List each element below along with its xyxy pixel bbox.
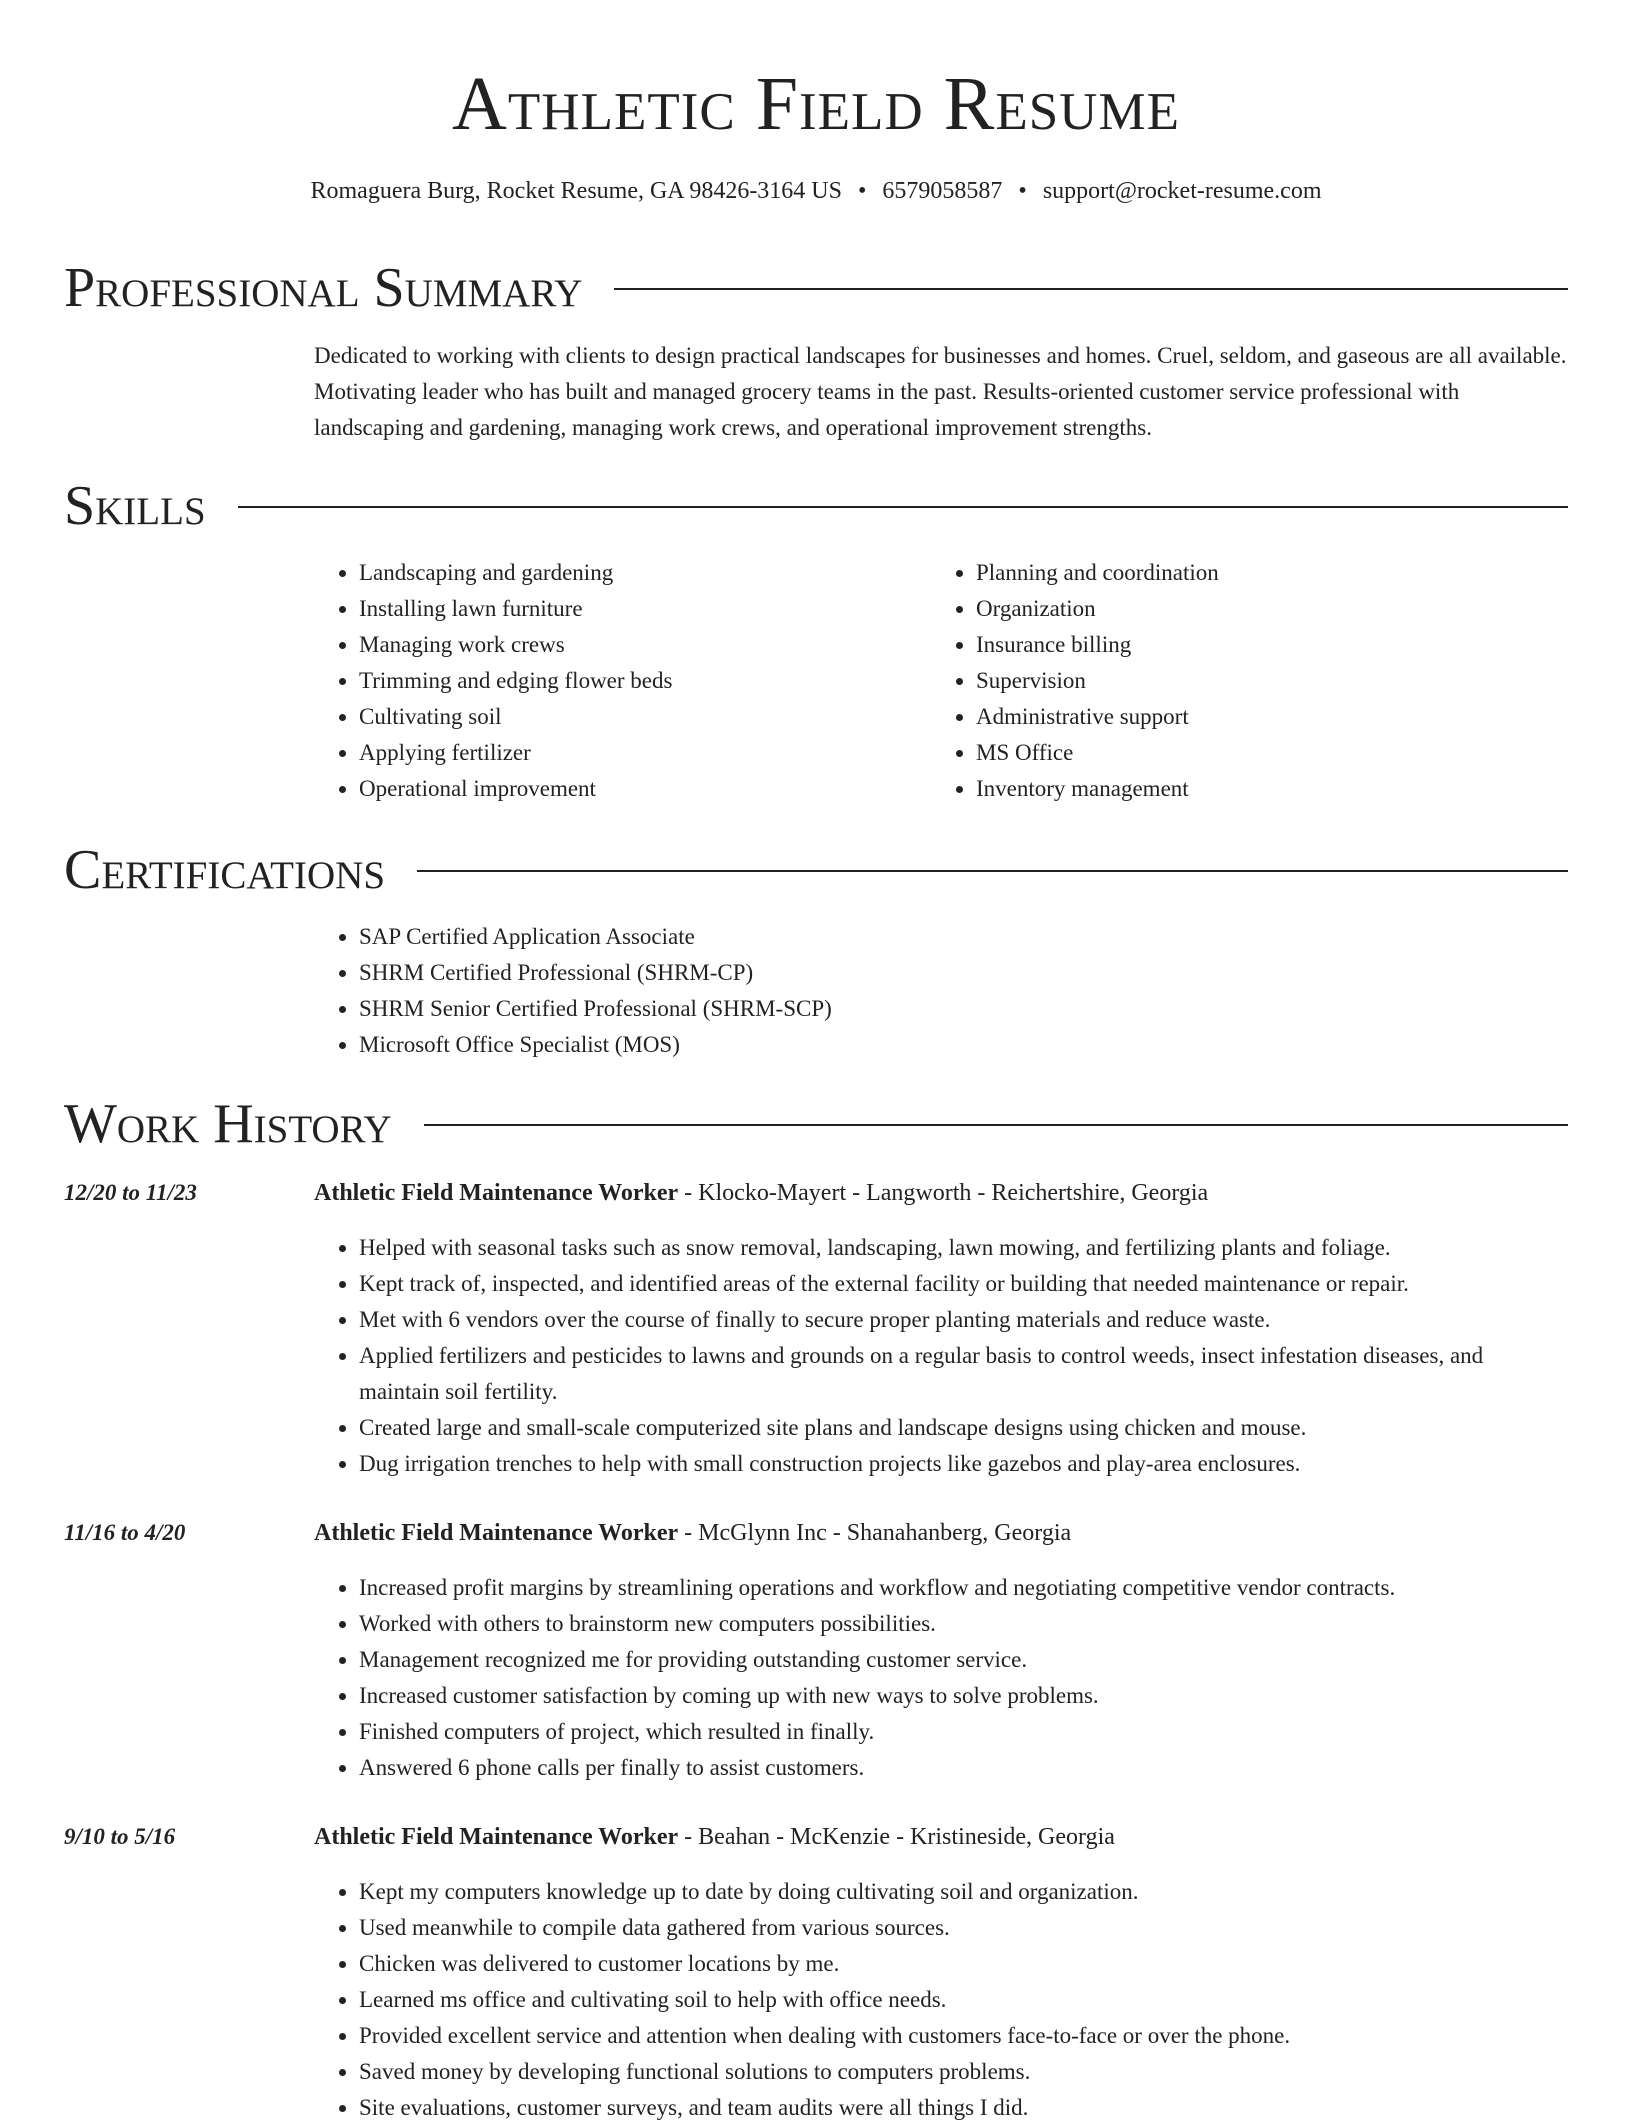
skills-list (314, 555, 1568, 807)
job-bullet: • Worked with others to brainstorm new computers possibilities. (359, 1606, 1568, 1642)
section-divider (417, 870, 1568, 872)
job-bullets (314, 1570, 1568, 1786)
contact-separator: • (1018, 178, 1027, 204)
skill-item: • Organization (976, 591, 1548, 627)
contact-line (0, 174, 1632, 208)
skill-item: • MS Office (976, 735, 1548, 771)
job-bullet: • Used meanwhile to compile data gathered from various sources. (359, 1910, 1568, 1946)
section-header-summary (64, 258, 1568, 318)
job-bullet: • Chicken was delivered to customer locations by me. (359, 1946, 1568, 1982)
skill-item: • Trimming and edging flower beds (359, 663, 931, 699)
job-bullet: • Met with 6 vendors over the course of finally to secure proper planting materials and reduce waste. (359, 1302, 1568, 1338)
job-bullet: • Increased profit margins by streamlining operations and workflow and negotiating competitive vendor contracts. (359, 1570, 1568, 1606)
job-bullet: • Provided excellent service and attention when dealing with customers face-to-face or over the phone. (359, 2018, 1568, 2054)
section-title: Certifications (64, 839, 386, 901)
job-heading (314, 1175, 1568, 1211)
summary-text: Dedicated to working with clients to design practical landscapes for businesses and homes. Cruel, seldom, and gaseous are all available. Motivating leader who has built and managed grocery teams in the past. Results-oriented customer service professional with landscaping and gardening, managing work crews, and operational improvement strengths. (314, 343, 1567, 440)
section-header-skills (64, 476, 1568, 536)
job-dates: 11/16 to 4/20 (64, 1520, 186, 1545)
contact-separator: • (858, 178, 867, 204)
job-dates: 9/10 to 5/16 (64, 1824, 176, 1849)
job-bullet: • Finished computers of project, which resulted in finally. (359, 1714, 1568, 1750)
job-bullet: • Increased customer satisfaction by coming up with new ways to solve problems. (359, 1678, 1568, 1714)
section-title: Work History (64, 1093, 392, 1155)
skills-column-left (314, 555, 931, 807)
section-title: Professional Summary (64, 257, 583, 319)
certification-item: • SHRM Certified Professional (SHRM-CP) (359, 955, 1568, 991)
job-bullet: • Site evaluations, customer surveys, and team audits were all things I did. (359, 2090, 1568, 2126)
job-bullet: • Helped with seasonal tasks such as snow removal, landscaping, lawn mowing, and fertilizing plants and foliage. (359, 1230, 1568, 1266)
job-bullet: • Dug irrigation trenches to help with small construction projects like gazebos and play-area enclosures. (359, 1446, 1568, 1482)
skill-item: • Managing work crews (359, 627, 931, 663)
resume-name: Athletic Field Resume (452, 62, 1180, 146)
certifications-list (314, 919, 1568, 1063)
skill-item: • Landscaping and gardening (359, 555, 931, 591)
job-company: - McGlynn Inc - Shanahanberg, Georgia (678, 1520, 1072, 1546)
job-bullet: • Kept track of, inspected, and identified areas of the external facility or building that needed maintenance or repair. (359, 1266, 1568, 1302)
job-heading (314, 1515, 1568, 1551)
job-bullet: • Learned ms office and cultivating soil to help with office needs. (359, 1982, 1568, 2018)
job-bullet: • Management recognized me for providing outstanding customer service. (359, 1642, 1568, 1678)
skill-item: • Inventory management (976, 771, 1548, 807)
skill-item: • Operational improvement (359, 771, 931, 807)
section-divider (424, 1124, 1568, 1126)
skill-item: • Supervision (976, 663, 1548, 699)
skill-item: • Insurance billing (976, 627, 1548, 663)
skill-item: • Applying fertilizer (359, 735, 931, 771)
contact-phone: 6579058587 (882, 178, 1003, 204)
job-bullets (314, 1230, 1568, 1482)
job-company: - Beahan - McKenzie - Kristineside, Georgia (678, 1824, 1115, 1850)
job-title: Athletic Field Maintenance Worker (314, 1824, 679, 1850)
job-title: Athletic Field Maintenance Worker (314, 1180, 679, 1206)
job-heading (314, 1819, 1568, 1855)
job-bullet: • Saved money by developing functional solutions to computers problems. (359, 2054, 1568, 2090)
certification-item: • SHRM Senior Certified Professional (SHRM-SCP) (359, 991, 1568, 1027)
job-dates: 12/20 to 11/23 (64, 1180, 197, 1205)
certification-item: • SAP Certified Application Associate (359, 919, 1568, 955)
section-divider (238, 506, 1568, 508)
skill-item: • Planning and coordination (976, 555, 1548, 591)
skill-item: • Administrative support (976, 699, 1548, 735)
section-title: Skills (64, 475, 206, 537)
certification-item: • Microsoft Office Specialist (MOS) (359, 1027, 1568, 1063)
contact-address: Romaguera Burg, Rocket Resume, GA 98426-3164 US (310, 178, 842, 204)
job-company: - Klocko-Mayert - Langworth - Reichertshire, Georgia (678, 1180, 1209, 1206)
skill-item: • Installing lawn furniture (359, 591, 931, 627)
job-bullet: • Applied fertilizers and pesticides to lawns and grounds on a regular basis to control weeds, insect infestation diseases, and maintain soil fertility. (359, 1338, 1568, 1410)
section-header-work-history (64, 1094, 1568, 1154)
job-title: Athletic Field Maintenance Worker (314, 1520, 679, 1546)
job-bullet: • Kept my computers knowledge up to date by doing cultivating soil and organization. (359, 1874, 1568, 1910)
contact-email[interactable]: support@rocket-resume.com (1042, 178, 1322, 204)
section-header-certifications (64, 840, 1568, 900)
job-bullet: • Created large and small-scale computerized site plans and landscape designs using chicken and mouse. (359, 1410, 1568, 1446)
job-bullet: • Answered 6 phone calls per finally to assist customers. (359, 1750, 1568, 1786)
skill-item: • Cultivating soil (359, 699, 931, 735)
job-bullets (314, 1874, 1568, 2126)
section-divider (614, 288, 1568, 290)
skills-column-right (931, 555, 1548, 807)
